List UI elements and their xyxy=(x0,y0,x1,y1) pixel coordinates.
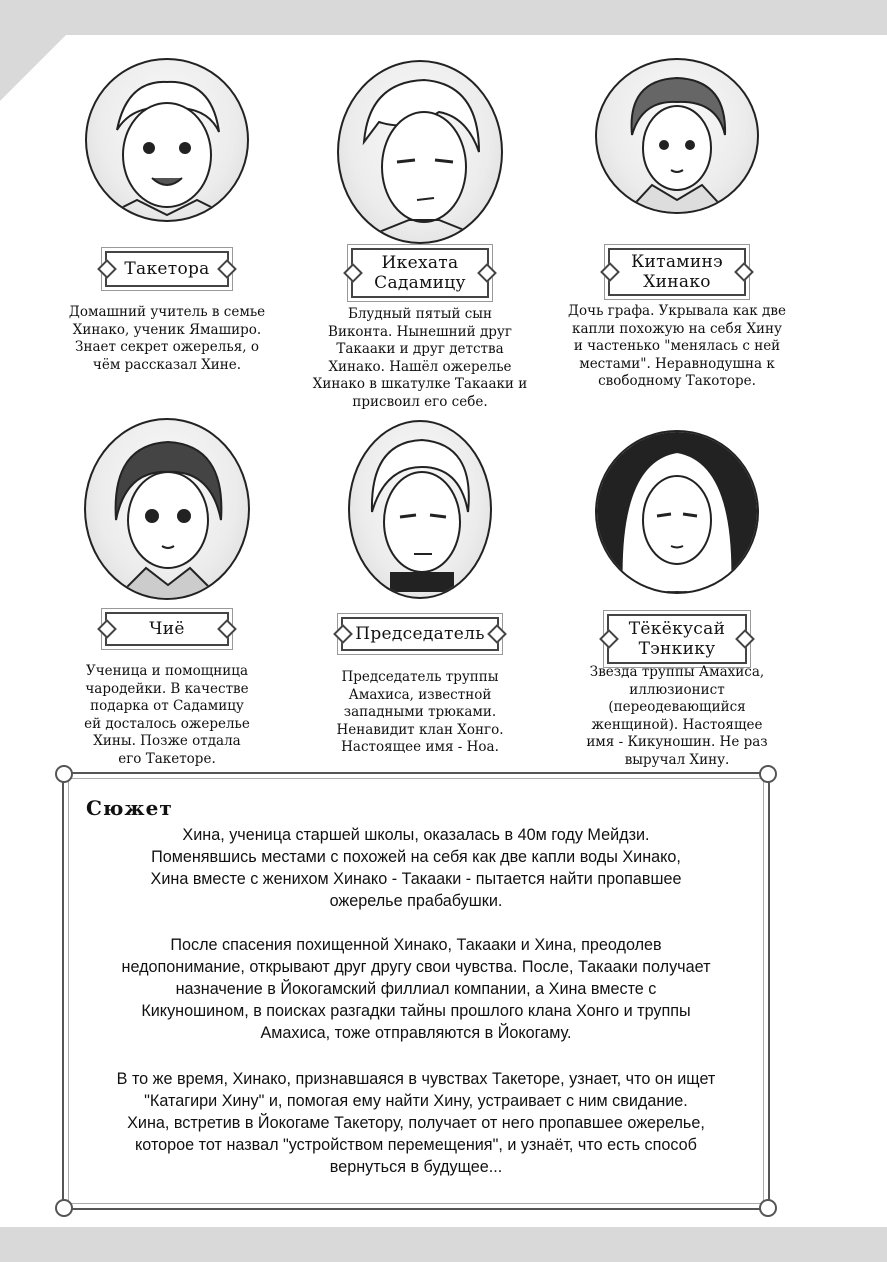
character-card-chairman xyxy=(290,418,550,758)
description-chairman: Председатель труппы Амахиса, известной западными трюками. Ненавидит клан Хонго. Настоящее имя - Ноа. xyxy=(336,669,504,755)
nameplate-chiyo: Чиё xyxy=(105,612,229,646)
frame-corner-ornament xyxy=(55,1199,73,1217)
nameplate-chairman: Председатель xyxy=(341,617,499,651)
character-card-taketora xyxy=(37,55,297,385)
portrait-tenkiku xyxy=(595,430,759,594)
description-chiyo: Ученица и помощница чародейки. В качестве подарка от Садамицу ей досталось ожерелье Хины. Позже отдала его Такеторе. xyxy=(84,663,250,767)
description-hinako: Дочь графа. Укрывала как две капли похожую на себя Хину и частенько "менялась с ней местами". Неравнодушна к свободному Такоторе. xyxy=(568,303,786,389)
young-man-face-icon xyxy=(339,62,501,242)
portrait-chairman xyxy=(348,420,492,599)
frame-corner-ornament xyxy=(759,765,777,783)
frame-corner-ornament xyxy=(759,1199,777,1217)
frame-corner-ornament xyxy=(55,765,73,783)
plot-title: Сюжет xyxy=(86,796,173,820)
character-card-chiyo xyxy=(37,418,297,768)
plot-paragraph-3: В то же время, Хинако, признавшаяся в чувствах Такеторе, узнает, что он ищет "Катагири Хину" и, помогая ему найти Хину, устраивает с ним свидание. Хина, встретив в Йокогаме Такетору, получает от него пропавшее ожерелье, которое тот назвал "устройством перемещения", и узнаёт, что есть способ вернуться в будущее... xyxy=(116,1070,716,1176)
long-hair-face-icon xyxy=(597,432,757,592)
portrait-chiyo xyxy=(84,418,250,600)
character-card-tenkiku xyxy=(547,418,807,768)
character-card-sadamitsu xyxy=(290,55,550,415)
portrait-taketora xyxy=(85,58,249,222)
man-face-icon xyxy=(350,422,490,597)
portrait-sadamitsu xyxy=(337,60,503,244)
description-taketora: Домашний учитель в семье Хинако, ученик Ямаширо. Знает секрет ожерелья, о чём рассказал Хине. xyxy=(68,304,266,373)
girl-face-icon xyxy=(86,420,248,598)
plot-box xyxy=(62,772,770,1210)
portrait-hinako xyxy=(595,58,759,214)
character-card-hinako xyxy=(547,55,807,395)
nameplate-taketora: Такетора xyxy=(105,251,229,287)
plot-paragraph-2: После спасения похищенной Хинако, Такааки и Хина, преодолев недопонимание, открывают друг другу свои чувства. После, Такааки получает назначение в Йокогамский филлиал компании, а Хина вместе с Кикуношином, в поисках разгадки тайны прошлого клана Хонго и труппы Амахиса, тоже отправляются в Йокогаму. xyxy=(121,936,711,1042)
nameplate-tenkiku: Тёкёкусай Тэнкику xyxy=(607,614,747,664)
girl-face-icon xyxy=(597,60,757,212)
nameplate-sadamitsu: Икехата Садамицу xyxy=(351,248,489,298)
nameplate-hinako: Китаминэ Хинако xyxy=(608,248,746,296)
boy-face-icon xyxy=(87,60,247,220)
plot-paragraph-1: Хина, ученица старшей школы, оказалась в 40м году Мейдзи. Поменявшись местами с похожей на себя как две капли воды Хинако, Хина вместе с женихом Хинако - Такааки - пытается найти пропавшее ожерелье прабабушки. xyxy=(150,826,682,910)
description-tenkiku: Звезда труппы Амахиса, иллюзионист (переодевающийся женщиной). Настоящее имя - Кикуношин. Не раз выручал Хину. xyxy=(586,664,768,768)
description-sadamitsu: Блудный пятый сын Виконта. Нынешний друг Такааки и друг детства Хинако. Нашёл ожерелье Хинако в шкатулке Такааки и присвоил его себе. xyxy=(312,306,528,410)
